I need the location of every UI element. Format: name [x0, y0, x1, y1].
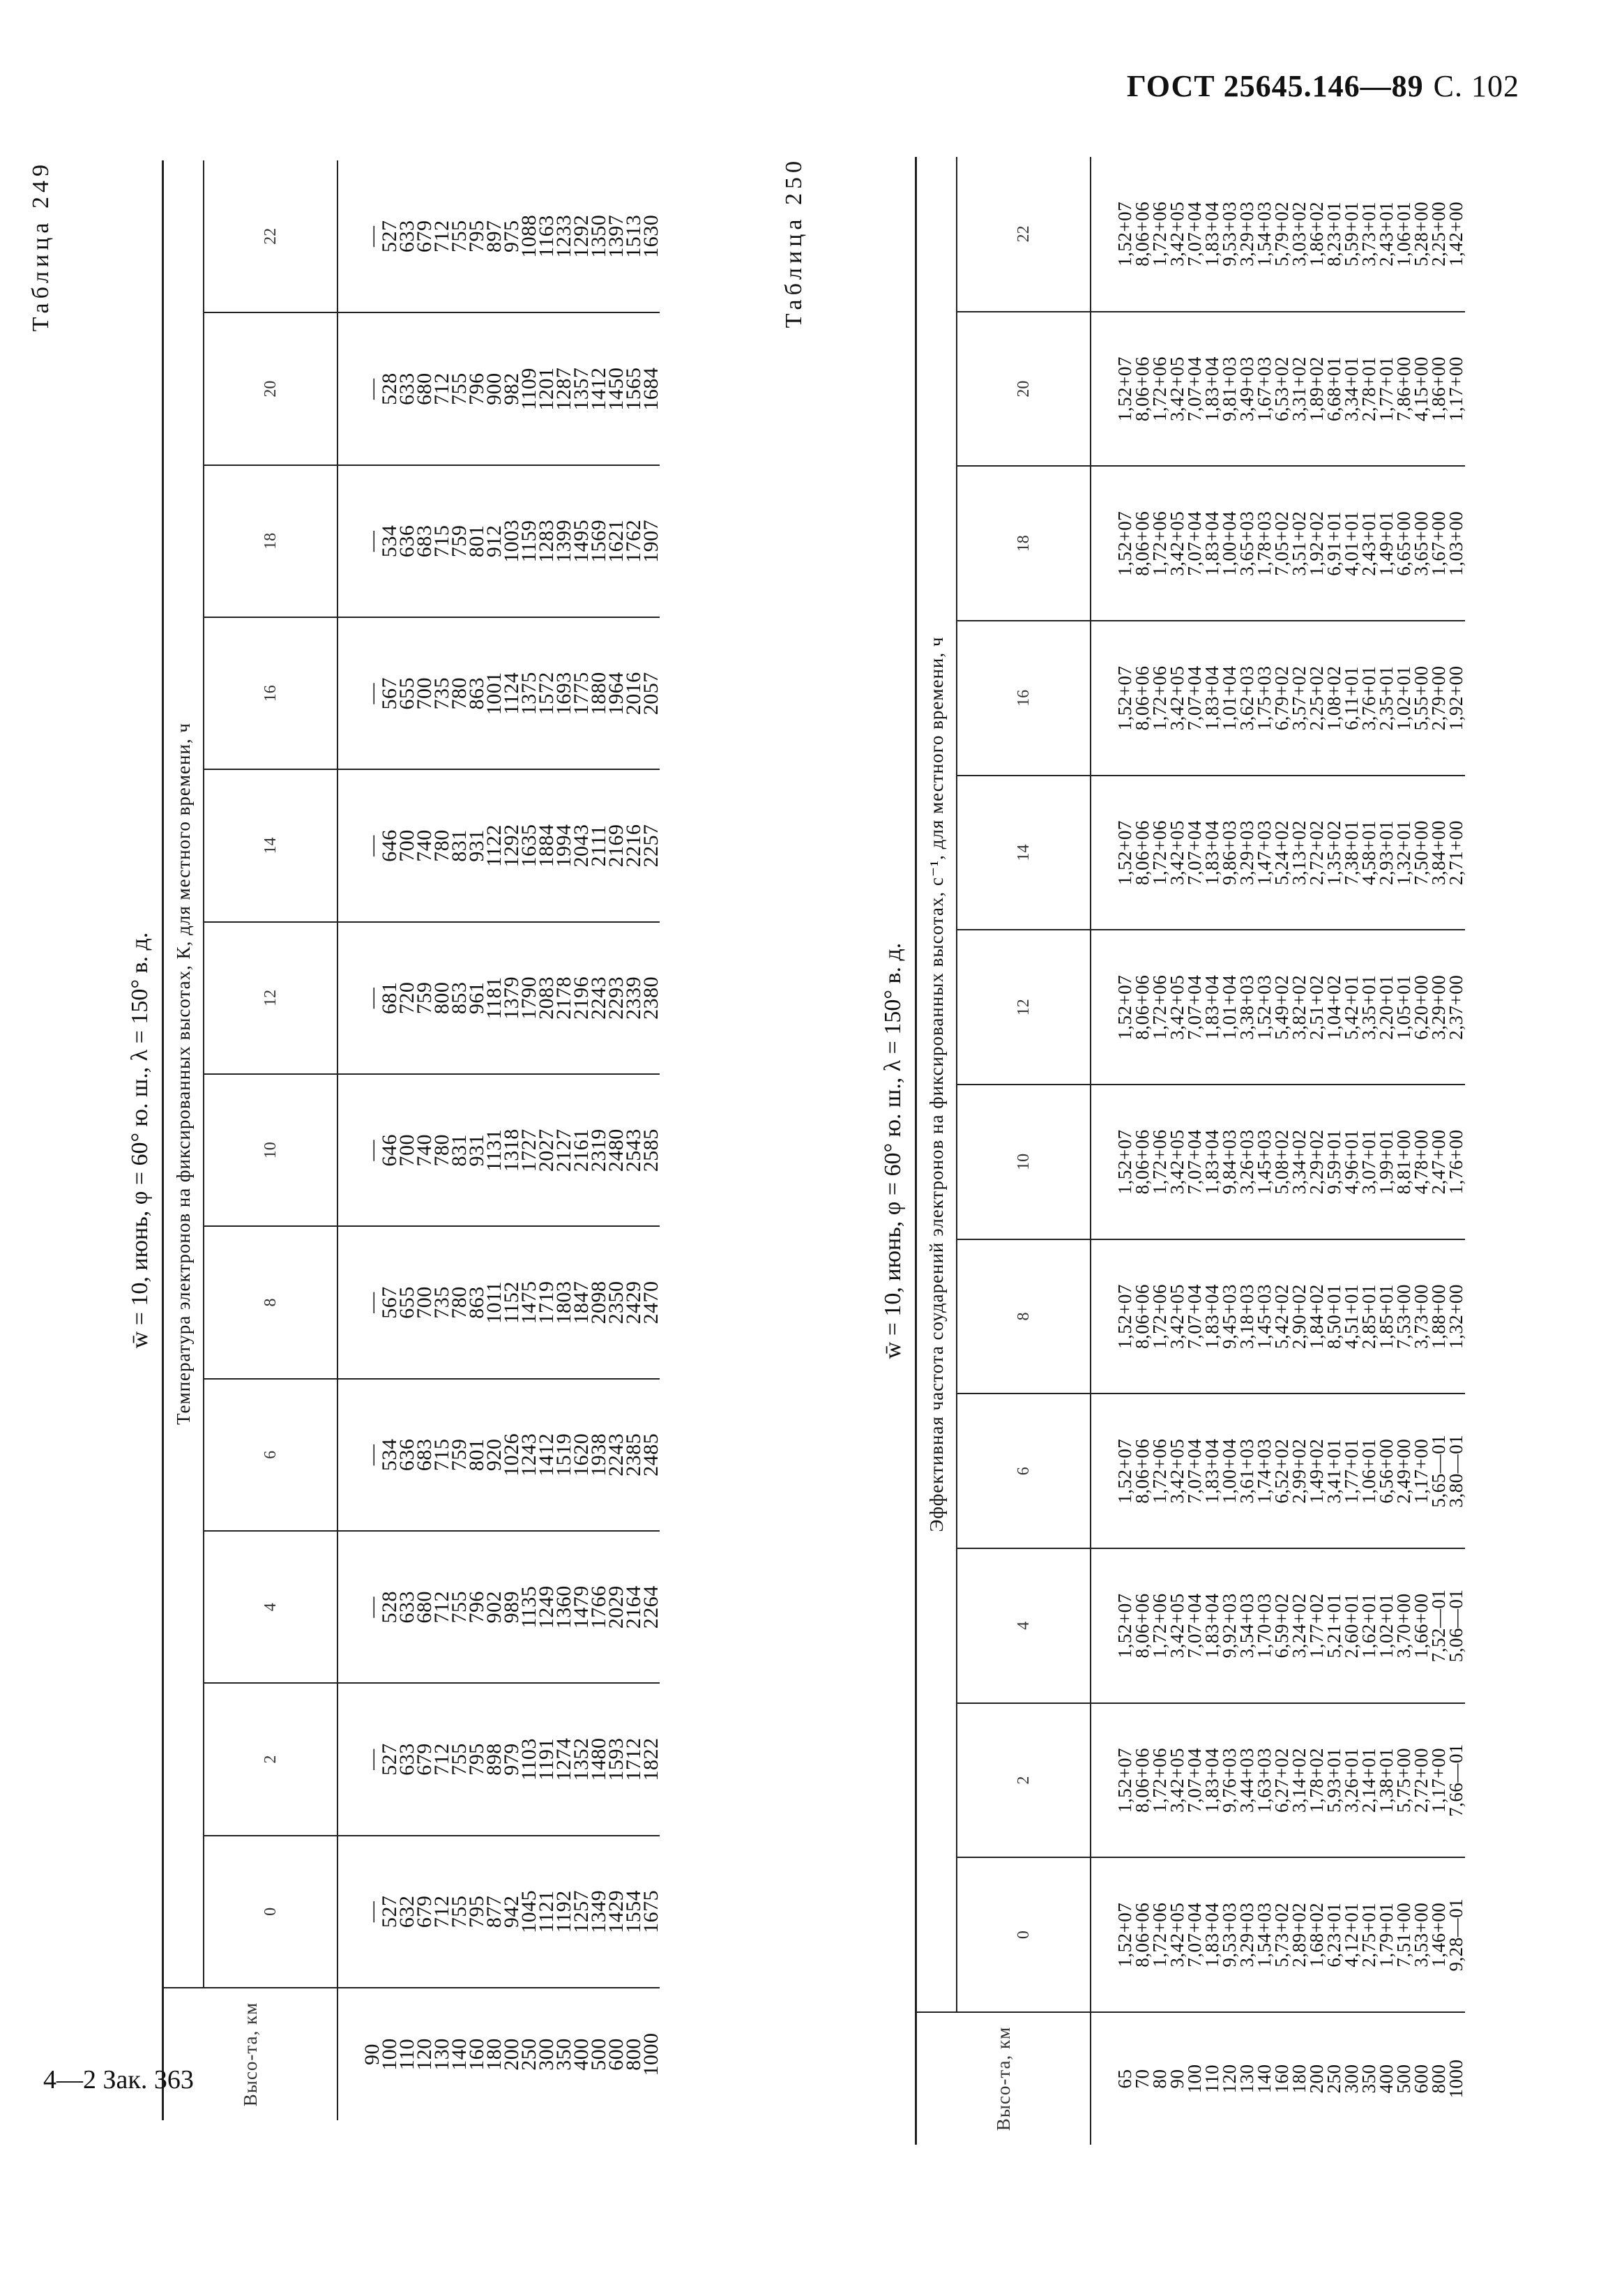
column-values-12: 1,52+07 8,06+06 1,72+06 3,42+05 7,07+04 1,83+04 1,01+04 3,38+03 1,52+03 5,49+02 3,82+02 2,51+02 1,04+02 5,42+01 3,35+01 2,20+01 1,05+01 6,20+00 3,29+00 2,37+00: [1114, 974, 1466, 1040]
hour-header: 2: [957, 1703, 1091, 1858]
table-250-label: Таблица 250: [781, 157, 807, 329]
data-column: [337, 1226, 660, 1378]
column-values-20: 1,52+07 8,06+06 1,72+06 3,42+05 7,07+04 1,83+04 9,81+03 3,49+03 1,67+03 6,53+02 3,31+02 1,89+02 6,68+01 3,34+01 2,78+01 1,77+01 7,86+00 4,15+00 1,86+00 1,17+00: [1114, 356, 1466, 422]
hour-header: 16: [204, 617, 337, 769]
data-column: [337, 1531, 660, 1683]
data-column: [1091, 1239, 1465, 1394]
table-249-label: Таблица 249: [28, 160, 54, 332]
data-column: [337, 1379, 660, 1531]
hour-header: 8: [204, 1226, 337, 1378]
column-values-2: 1,52+07 8,06+06 1,72+06 3,42+05 7,07+04 1,83+04 9,76+03 3,44+03 1,63+03 6,27+02 3,14+02 1,78+02 5,93+01 3,26+01 2,14+01 1,38+01 5,75+00 2,72+00 1,17+00 7,66—01: [1114, 1744, 1466, 1817]
hour-header: 0: [204, 1836, 337, 1988]
table-249: [162, 160, 660, 2120]
gost-number: ГОСТ 25645.146—89: [1126, 69, 1424, 103]
table-250-block: [781, 157, 1466, 2145]
column-values-18: — 534 636 683 715 759 801 912 1003 1159 1283 1399 1495 1569 1621 1762 1907: [361, 519, 662, 563]
height-column: [1091, 2012, 1465, 2145]
column-values-4: — 528 633 680 712 755 796 902 989 1135 1249 1360 1479 1766 2029 2164 2264: [361, 1585, 662, 1629]
hour-header: 6: [204, 1379, 337, 1531]
hour-header: 14: [204, 769, 337, 921]
height-values: 90 100 110 120 130 140 160 180 200 250 300 350 400 500 600 800 1000: [361, 2032, 662, 2076]
column-values-20: — 528 633 680 712 755 796 900 982 1109 1201 1287 1357 1412 1450 1565 1684: [361, 367, 662, 411]
column-values-2: — 527 633 679 712 755 795 898 979 1103 1191 1274 1352 1480 1593 1712 1822: [361, 1737, 662, 1781]
hour-header: 10: [204, 1074, 337, 1226]
height-header: Высо-та, км: [916, 2012, 1091, 2145]
column-values-8: — 567 655 700 735 780 863 1011 1152 1475 1719 1803 1847 2098 2350 2429 2470: [361, 1281, 662, 1324]
hour-header: 4: [204, 1531, 337, 1683]
hour-header: 8: [957, 1239, 1091, 1394]
data-column: [1091, 930, 1465, 1085]
hour-header: 18: [957, 466, 1091, 621]
column-values-4: 1,52+07 8,06+06 1,72+06 3,42+05 7,07+04 1,83+04 9,92+03 3,54+03 1,70+03 6,59+02 3,24+02 1,77+02 5,21+01 2,60+01 1,62+01 1,02+01 3,70+00 1,66+00 7,52—01 5,06—01: [1114, 1589, 1466, 1663]
footer-order-number: 4—2 Зак. 363: [43, 2065, 194, 2094]
column-values-16: 1,52+07 8,06+06 1,72+06 3,42+05 7,07+04 1,83+04 1,01+04 3,62+03 1,75+03 6,79+02 3,57+02 2,25+02 1,08+02 6,11+01 3,76+01 2,35+01 1,02+01 5,55+00 2,79+00 1,92+00: [1114, 665, 1466, 731]
hour-header: 20: [957, 312, 1091, 467]
hour-header: 12: [204, 922, 337, 1074]
column-values-22: — 527 633 679 712 755 795 897 975 1088 1163 1233 1292 1350 1397 1513 1630: [361, 214, 662, 258]
hour-header: 16: [957, 621, 1091, 776]
data-column: [337, 465, 660, 617]
group-header: Эффективная частота соударений электронов на фиксированных высотах, с⁻¹, для местного времени, ч: [916, 157, 957, 2012]
data-column: [337, 160, 660, 312]
column-values-0: — 527 632 679 712 755 795 877 942 1045 1121 1192 1257 1349 1429 1554 1675: [361, 1889, 662, 1933]
column-values-10: 1,52+07 8,06+06 1,72+06 3,42+05 7,07+04 1,83+04 9,84+03 3,26+03 1,45+03 5,08+02 3,34+02 2,29+02 9,59+01 4,96+01 3,07+01 1,99+01 8,81+00 4,78+00 2,47+00 1,76+00: [1114, 1129, 1466, 1195]
data-column: [1091, 621, 1465, 776]
hour-header: 14: [957, 776, 1091, 930]
data-column: [1091, 776, 1465, 930]
data-column: [1091, 157, 1465, 312]
height-column: [337, 1988, 660, 2120]
data-column: [337, 312, 660, 465]
data-column: [337, 1683, 660, 1835]
column-values-12: — 681 720 759 800 853 961 1181 1379 1790 2083 2178 2196 2243 2293 2339 2380: [361, 976, 662, 1020]
column-values-22: 1,52+07 8,06+06 1,72+06 3,42+05 7,07+04 1,83+04 9,53+03 3,29+03 1,54+03 5,79+02 3,03+02 1,86+02 8,23+01 5,59+01 3,73+01 2,43+01 1,06+01 5,28+00 2,25+00 1,42+00: [1114, 201, 1466, 266]
column-values-0: 1,52+07 8,06+06 1,72+06 3,42+05 7,07+04 1,83+04 9,53+03 3,29+03 1,54+03 5,73+02 2,89+02 1,68+02 6,23+01 4,12+01 2,75+01 1,79+01 7,51+00 3,53+00 1,46+00 9,28—01: [1114, 1898, 1466, 1972]
column-values-6: — 534 636 683 715 759 801 920 1026 1243 1412 1519 1620 1938 2243 2385 2485: [361, 1433, 662, 1477]
hour-header: 6: [957, 1394, 1091, 1548]
data-column: [1091, 1857, 1465, 2012]
table-249-caption: w̄ = 10, июнь, φ = 60° ю. ш., λ = 150° в. д.: [127, 932, 153, 1349]
column-values-18: 1,52+07 8,06+06 1,72+06 3,42+05 7,07+04 1,83+04 1,00+04 3,65+03 1,78+03 7,05+02 3,51+02 1,92+02 6,91+01 4,01+01 2,43+01 1,49+01 6,65+00 3,65+00 1,67+00 1,03+00: [1114, 511, 1466, 576]
data-column: [1091, 312, 1465, 467]
data-column: [1091, 1703, 1465, 1858]
data-column: [337, 769, 660, 921]
column-values-10: — 646 700 740 780 831 931 1131 1318 1727 2027 2127 2161 2319 2480 2543 2585: [361, 1128, 662, 1172]
column-values-14: 1,52+07 8,06+06 1,72+06 3,42+05 7,07+04 1,83+04 9,86+03 3,29+03 1,47+03 5,24+02 3,13+02 2,72+02 1,35+02 7,38+01 4,58+01 2,93+01 1,32+01 7,50+00 3,84+00 2,71+00: [1114, 820, 1466, 886]
hour-header: 20: [204, 312, 337, 465]
column-values-16: — 567 655 700 735 780 863 1001 1124 1375 1572 1693 1775 1880 1964 2016 2057: [361, 672, 662, 716]
data-column: [337, 1074, 660, 1226]
hour-header: 4: [957, 1548, 1091, 1703]
column-values-6: 1,52+07 8,06+06 1,72+06 3,42+05 7,07+04 1,83+04 1,00+04 3,61+03 1,74+03 6,52+02 2,99+02 1,49+02 3,41+01 1,77+01 1,06+01 6,56+00 2,49+00 1,17+00 5,65—01 3,80—01: [1114, 1434, 1466, 1508]
hour-header: 18: [204, 465, 337, 617]
hour-header: 22: [204, 160, 337, 312]
height-header: Высо-та, км: [163, 1988, 338, 2120]
column-values-14: — 646 700 740 780 831 931 1122 1292 1635 1884 1994 2043 2111 2169 2216 2257: [361, 824, 662, 868]
page-header: [1127, 68, 1519, 104]
data-column: [1091, 1394, 1465, 1548]
data-column: [337, 922, 660, 1074]
table-250: [915, 157, 1465, 2145]
hour-header: 10: [957, 1085, 1091, 1239]
hour-header: 22: [957, 157, 1091, 312]
group-header: Температура электронов на фиксированных высотах, К, для местного времени, ч: [163, 160, 204, 1988]
column-values-8: 1,52+07 8,06+06 1,72+06 3,42+05 7,07+04 1,83+04 9,45+03 3,18+03 1,45+03 5,42+02 2,90+02 1,84+02 8,50+01 4,51+01 2,85+01 1,85+01 7,53+00 3,73+00 1,88+00 1,32+00: [1114, 1284, 1466, 1350]
data-column: [337, 1836, 660, 1988]
data-column: [1091, 1085, 1465, 1239]
hour-header: 2: [204, 1683, 337, 1835]
hour-header: 12: [957, 930, 1091, 1085]
height-values: 65 70 80 90 100 110 120 130 140 160 180 200 250 300 350 400 500 600 800 1000: [1114, 2059, 1466, 2099]
hour-header: 0: [957, 1857, 1091, 2012]
data-column: [1091, 1548, 1465, 1703]
data-column: [337, 617, 660, 769]
table-250-caption: w̄ = 10, июнь, φ = 60° ю. ш., λ = 150° в. д.: [880, 942, 906, 1359]
page-number: С. 102: [1433, 69, 1519, 103]
data-column: [1091, 466, 1465, 621]
